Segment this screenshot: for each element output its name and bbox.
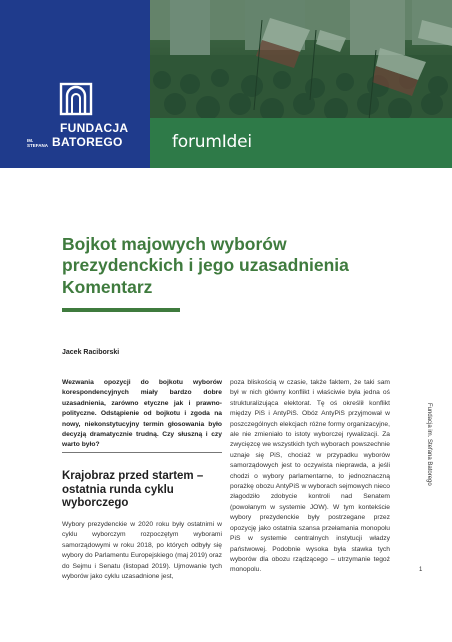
body-text-right-column: poza bliskością w czasie, także faktem, że taki sam był w nich główny konflikt i właściwie była jedna oś strukturalizująca elektorat. Tę oś określił konflikt między PiS i AntyPiS. Obóz AntyPiS przyjmował w poszczególnych elekcjach różne formy organizacyjne, ale nie zmieniało to istoty wyborczej rywalizacji. Za zwycięzcę we wszystkich tych wyborach powszechnie uznaje się PiS, chociaż w przypadku wyborów samorządowych jest to oczywista nieprawda, a jeśli chodzi o wybory parlamentarne, to jednoznaczną porażkę obozu AntyPiS w wyborach sejmowych nieco złagodziło zdobycie kontroli nad Senatem (powołanym w systemie JOW). W tym kontekście wybory prezydenckie były postrzegane przez opozycję jako ostatnia szansa przełamania monopolu PiS w systemie centralnych instytucji władzy państwowej. Podobnie wysoka była stawka tych wyborów dla obozu rządzącego – utrzymanie tegoż monopolu. xyxy=(230,379,390,574)
batory-foundation-logo-icon xyxy=(59,82,93,116)
logo-name-line2: BATOREGO xyxy=(52,135,123,149)
vertical-sidebar-text: Fundacja im. Stefana Batorego xyxy=(426,403,432,486)
logo-panel xyxy=(0,0,150,168)
title-divider xyxy=(62,308,180,312)
article-title: Bojkot majowych wyborów prezydenckich i jego uzasadnienia xyxy=(62,234,349,275)
lead-paragraph: Wezwania opozycji do bojkotu wyborów korespondencyjnych miały bardzo dobre uzasadnienia, zarówno etyczne jak i prawno-polityczne. Odstąpienie od bojkotu i zgoda na nowy, niekonstytucyjny termin głosowania było decyzją dramatycznie trudną. Czy słuszną i czy warto było? xyxy=(62,379,222,449)
author-name: Jacek Raciborski xyxy=(62,349,120,356)
forum-idei-banner xyxy=(150,118,452,168)
lead-divider xyxy=(62,452,222,453)
logo-name-line1: FUNDACJA xyxy=(60,121,129,135)
logo-small-text: IM. STEFANA xyxy=(27,138,49,148)
forum-idei-label: forumIdei xyxy=(172,132,252,152)
page-number: 1 xyxy=(419,567,423,573)
section-heading: Krajobraz przed startem – ostatnia runda cyklu wyborczego xyxy=(62,470,204,509)
article-subtitle: Komentarz xyxy=(62,277,153,297)
body-text-left-column: Wybory prezydenckie w 2020 roku były ostatnimi w cyklu wyborczym rozpoczętym wyborami samorządowymi w roku 2018, po których odbyły się wybory do Parlamentu Europejskiego (maj 2019) oraz do Sejmu i Senatu (listopad 2019). Ujmowanie tych wyborów jako cyklu uzasadnione jest, xyxy=(62,521,222,581)
page-header xyxy=(0,0,452,168)
vertical-sidebar xyxy=(424,403,434,563)
